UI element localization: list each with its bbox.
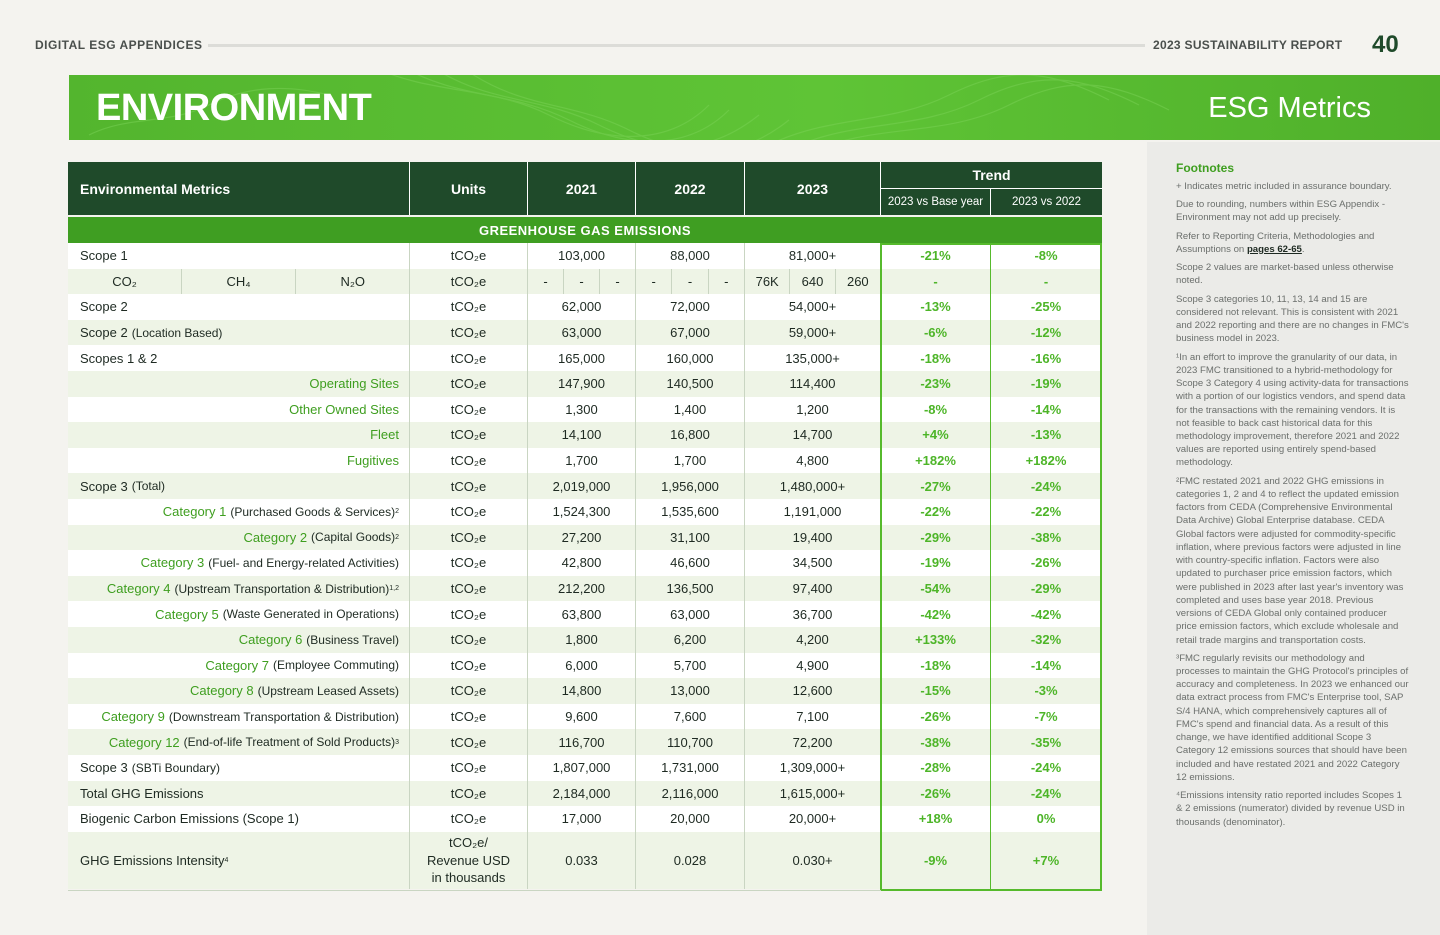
- row-metric: [68, 806, 410, 832]
- row-v2022: 160,000: [636, 345, 745, 371]
- row-trend-base: -18%: [881, 653, 991, 679]
- gas-value: -: [709, 269, 745, 295]
- row-v2022: 46,600: [636, 550, 745, 576]
- units-line: tCO₂e/: [449, 834, 488, 850]
- gas-label: CH₄: [182, 269, 296, 295]
- row-footnote-ref: 4: [224, 856, 229, 864]
- row-metric: [68, 832, 410, 889]
- table-row: [68, 448, 1102, 474]
- footnote-item: ¹In an effort to improve the granularity of our data, in 2023 FMC transitioned to a hybrid-methodology for Scope 3 Category 4 using activity-data for transactions with a portion of our logistics vendors, and spend data for the transactions with the remaining vendors. It is not feasible to back cast historical data for this methodology improvement, therefore 2021 and 2022 values are reported using entirely spend-based methodology.: [1176, 351, 1409, 469]
- row-units: tCO₂e: [410, 269, 528, 295]
- gas-value: -: [564, 269, 600, 295]
- gas-value: -: [672, 269, 708, 295]
- col-header-trend-prev: 2023 vs 2022: [1011, 196, 1082, 208]
- row-label: Category 7: [205, 657, 269, 673]
- table-row: [68, 832, 1102, 889]
- row-trend-prev: -38%: [991, 525, 1102, 551]
- row-trend-prev: 0%: [991, 806, 1102, 832]
- row-v2022: 5,700: [636, 653, 745, 679]
- row-v2022: 140,500: [636, 371, 745, 397]
- footnote-refer-end: .: [1301, 243, 1305, 255]
- row-trend-base: -26%: [881, 704, 991, 730]
- row-v2022: 67,000: [636, 320, 745, 346]
- row-v2021: 63,800: [528, 601, 636, 627]
- table-row: [68, 704, 1102, 730]
- row-v2022: 13,000: [636, 678, 745, 704]
- row-metric: [68, 653, 410, 679]
- row-v2023: 4,800: [745, 448, 881, 474]
- table-row: [68, 601, 1102, 627]
- row-label: Category 4: [106, 581, 171, 597]
- gas-label: N₂O: [296, 269, 410, 295]
- units-line: Revenue USD: [426, 852, 511, 868]
- footnote-item: + Indicates metric included in assurance boundary.: [1176, 181, 1392, 192]
- row-trend-base: -54%: [881, 576, 991, 602]
- row-v2023: 4,200: [745, 627, 881, 653]
- row-v2023: 0.030+: [745, 832, 881, 889]
- row-trend-base: -15%: [881, 678, 991, 704]
- row-units: tCO₂e: [410, 499, 528, 525]
- row-trend-base: -23%: [881, 371, 991, 397]
- col-header-2023: 2023: [745, 162, 881, 215]
- row-metric: [68, 550, 410, 576]
- table-row: [68, 653, 1102, 679]
- row-v2021: 2,184,000: [528, 781, 636, 807]
- row-units: tCO₂e: [410, 678, 528, 704]
- row-note: (Upstream Leased Assets): [257, 683, 399, 698]
- row-units: tCO₂e: [410, 627, 528, 653]
- row-trend-base: -13%: [881, 294, 991, 320]
- row-footnote-ref: 2: [395, 533, 399, 541]
- row-metric: [68, 320, 410, 346]
- gas-value: 76K: [745, 269, 790, 295]
- row-units: tCO₂e: [410, 550, 528, 576]
- col-header-trend: Trend: [881, 162, 1102, 189]
- row-v2022: 136,500: [636, 576, 745, 602]
- row-label: Scope 1: [80, 248, 128, 264]
- row-v2021: 0.033: [528, 832, 636, 889]
- gas-value: -: [636, 269, 672, 295]
- row-trend-prev: -22%: [991, 499, 1102, 525]
- row-v2021: 103,000: [528, 243, 636, 269]
- row-trend-prev: -24%: [991, 781, 1102, 807]
- table-row: [68, 397, 1102, 423]
- environment-banner: [69, 75, 1440, 140]
- row-v2023: 12,600: [745, 678, 881, 704]
- row-footnote-ref: 2: [395, 508, 399, 516]
- row-v2022: 6,200: [636, 627, 745, 653]
- footnote-item: Scope 2 values are market-based unless otherwise noted.: [1176, 262, 1394, 287]
- row-trend-base: -29%: [881, 525, 991, 551]
- row-v2021: 165,000: [528, 345, 636, 371]
- row-v2022: 1,956,000: [636, 473, 745, 499]
- row-v2023: 36,700: [745, 601, 881, 627]
- table-row: [68, 294, 1102, 320]
- row-v2022: 1,400: [636, 397, 745, 423]
- row-label: Category 6: [238, 632, 303, 648]
- row-units: tCO₂e: [410, 345, 528, 371]
- row-metric: [68, 576, 410, 602]
- row-trend-base: -26%: [881, 781, 991, 807]
- row-trend-prev: -: [991, 269, 1102, 295]
- footnote-item: ³FMC regularly revisits our methodology and processes to maintain the GHG Protocol's principles of accuracy and completeness. In 2023 we enhanced our data extract process from FMC's Enterprise tool, SAP S/4 HANA, which comprehensively captures all of FMC's spend and financial data. As a result of this change, we have identified additional Scope 3 Category 12 emissions sources that should have been included and have restated 2021 and 2022 Category 12 emissions.: [1176, 652, 1409, 783]
- row-label: Scope 2: [80, 299, 128, 315]
- row-trend-prev: -24%: [991, 755, 1102, 781]
- row-note: (Purchased Goods & Services): [230, 504, 396, 519]
- row-note: (Fuel- and Energy-related Activities): [208, 555, 399, 570]
- row-label: Category 1: [162, 504, 227, 520]
- col-header-trend-base: 2023 vs Base year: [881, 189, 991, 215]
- row-note: (Downstream Transportation & Distribution): [168, 709, 399, 724]
- gas-value: 260: [836, 269, 881, 295]
- row-units: tCO₂e: [410, 473, 528, 499]
- table-row: [68, 781, 1102, 807]
- row-note: (Location Based): [131, 325, 223, 340]
- row-metric: [68, 473, 410, 499]
- table-header: [68, 162, 1102, 215]
- row-units: tCO₂e: [410, 320, 528, 346]
- row-note: (Employee Commuting): [272, 658, 399, 673]
- row-label: Scope 3: [80, 478, 128, 494]
- row-v2021: 147,900: [528, 371, 636, 397]
- row-units: tCO₂e: [410, 576, 528, 602]
- gas-value: 640: [790, 269, 835, 295]
- row-v2022: 20,000: [636, 806, 745, 832]
- row-v2022: 88,000: [636, 243, 745, 269]
- row-v2022: 16,800: [636, 422, 745, 448]
- table-row: [68, 422, 1102, 448]
- row-trend-base: -27%: [881, 473, 991, 499]
- table-row: [68, 269, 1102, 295]
- row-v2022: 1,700: [636, 448, 745, 474]
- row-metric: [68, 243, 410, 269]
- footnote-refer-text: Refer to Reporting Criteria, Methodologies and Assumptions on: [1176, 230, 1375, 255]
- header-rule: [208, 44, 1145, 47]
- report-label: 2023 SUSTAINABILITY REPORT: [1153, 38, 1343, 52]
- row-label: Other Owned Sites: [289, 401, 399, 417]
- table-row: [68, 371, 1102, 397]
- row-v2021: 1,524,300: [528, 499, 636, 525]
- row-label: Category 2: [243, 529, 308, 545]
- units-line: in thousands: [431, 870, 506, 886]
- row-units: tCO₂e: [410, 704, 528, 730]
- table-row: [68, 806, 1102, 832]
- row-v2022: 1,535,600: [636, 499, 745, 525]
- row-v2023: 97,400: [745, 576, 881, 602]
- col-header-2022: 2022: [636, 162, 745, 215]
- table-row: [68, 345, 1102, 371]
- row-metric: [68, 729, 410, 755]
- row-v2021: 1,300: [528, 397, 636, 423]
- row-label: Biogenic Carbon Emissions (Scope 1): [80, 811, 299, 827]
- row-trend-base: -42%: [881, 601, 991, 627]
- row-v2021: 14,100: [528, 422, 636, 448]
- row-footnote-ref: 3: [395, 738, 399, 746]
- row-v2021: 1,700: [528, 448, 636, 474]
- row-v2021: 62,000: [528, 294, 636, 320]
- row-trend-base: -38%: [881, 729, 991, 755]
- row-v2022: 2,116,000: [636, 781, 745, 807]
- row-v2022: 72,000: [636, 294, 745, 320]
- row-note: (Waste Generated in Operations): [222, 607, 399, 622]
- row-v2023: 1,615,000+: [745, 781, 881, 807]
- row-v2023: 135,000+: [745, 345, 881, 371]
- row-units: tCO₂e: [410, 601, 528, 627]
- row-trend-base: -22%: [881, 499, 991, 525]
- trend-divider: [990, 243, 991, 891]
- table-row: [68, 320, 1102, 346]
- row-trend-prev: -13%: [991, 422, 1102, 448]
- row-trend-prev: -42%: [991, 601, 1102, 627]
- row-units: tCO₂e: [410, 729, 528, 755]
- row-note: (SBTi Boundary): [131, 760, 220, 775]
- row-v2021: 17,000: [528, 806, 636, 832]
- row-units: tCO₂e: [410, 294, 528, 320]
- row-trend-base: -28%: [881, 755, 991, 781]
- table-row: [68, 755, 1102, 781]
- row-label: Fugitives: [346, 453, 399, 469]
- row-trend-prev: -3%: [991, 678, 1102, 704]
- footnotes-panel: [1147, 142, 1440, 935]
- row-v2021: 1,800: [528, 627, 636, 653]
- page-title: ENVIRONMENT: [96, 87, 372, 129]
- footnote-item: ²FMC restated 2021 and 2022 GHG emissions in categories 1, 2 and 4 to reflect the updated emission factors from CEDA (Comprehensive Environmental Data Archive) Global Enterprise database. CEDA Global factors were adjusted for commodity-specific inflation, where previous factors were adjusted in line with country-specific inflation. Factors were also updated to purchaser price emission factors, which were published in 2023 after last year's inventory was completed and uses base year 2018. Previous versions of CEDA Global only contained producer price emission factors, which exclude wholesale and retail trade margins and transportation costs.: [1176, 475, 1404, 646]
- row-metric: [68, 397, 410, 423]
- row-trend-prev: -14%: [991, 397, 1102, 423]
- row-trend-prev: -35%: [991, 729, 1102, 755]
- pages-link[interactable]: pages 62-65: [1246, 243, 1302, 255]
- row-footnote-ref: 1,2: [389, 585, 399, 593]
- row-metric: [68, 704, 410, 730]
- row-v2023: 72,200: [745, 729, 881, 755]
- row-metric: [68, 448, 410, 474]
- footnote-item: Due to rounding, numbers within ESG Appendix - Environment may not add up precisely.: [1176, 199, 1386, 224]
- row-metric: [68, 371, 410, 397]
- row-v2023: 1,191,000: [745, 499, 881, 525]
- col-header-units: Units: [410, 162, 528, 215]
- row-v2023: 4,900: [745, 653, 881, 679]
- row-v2022: 31,100: [636, 525, 745, 551]
- row-v2023: 59,000+: [745, 320, 881, 346]
- row-trend-prev: +7%: [991, 832, 1102, 889]
- table-row: [68, 550, 1102, 576]
- row-v2023: 14,700: [745, 422, 881, 448]
- row-trend-prev: -19%: [991, 371, 1102, 397]
- row-trend-base: -21%: [881, 243, 991, 269]
- row-trend-prev: -29%: [991, 576, 1102, 602]
- row-v2022: 110,700: [636, 729, 745, 755]
- row-note: (End-of-life Treatment of Sold Products): [183, 735, 396, 750]
- row-label: Fleet: [370, 427, 399, 443]
- row-v2021: 212,200: [528, 576, 636, 602]
- footnotes-title: Footnotes: [1176, 161, 1234, 175]
- row-v2021: 42,800: [528, 550, 636, 576]
- row-v2022: 63,000: [636, 601, 745, 627]
- row-label: Category 5: [155, 606, 219, 622]
- row-v2023: 114,400: [745, 371, 881, 397]
- row-v2023: 54,000+: [745, 294, 881, 320]
- row-v2022: 1,731,000: [636, 755, 745, 781]
- row-units: tCO₂e: [410, 371, 528, 397]
- row-units: tCO₂e: [410, 243, 528, 269]
- row-label: Scope 3: [80, 760, 128, 776]
- row-metric: [68, 499, 410, 525]
- row-label: Category 8: [190, 683, 254, 699]
- row-v2022: 7,600: [636, 704, 745, 730]
- row-trend-prev: -25%: [991, 294, 1102, 320]
- row-units: tCO₂e: [410, 781, 528, 807]
- row-trend-prev: -14%: [991, 653, 1102, 679]
- row-v2023: 7,100: [745, 704, 881, 730]
- row-label: GHG Emissions Intensity: [80, 852, 225, 868]
- section-header-ghg: GREENHOUSE GAS EMISSIONS: [68, 217, 1102, 243]
- row-v2021: 1,807,000: [528, 755, 636, 781]
- table-row: [68, 525, 1102, 551]
- row-trend-base: +133%: [881, 627, 991, 653]
- page-header: [0, 0, 1440, 75]
- row-v2021: 2,019,000: [528, 473, 636, 499]
- row-v2021: 63,000: [528, 320, 636, 346]
- row-trend-base: -19%: [881, 550, 991, 576]
- row-units: tCO₂e: [410, 525, 528, 551]
- row-note: (Total): [131, 479, 166, 494]
- page-number: 40: [1372, 31, 1399, 58]
- row-v2023: 20,000+: [745, 806, 881, 832]
- row-v2023: 81,000+: [745, 243, 881, 269]
- row-units: tCO₂e: [410, 755, 528, 781]
- footnote-item: ⁴Emissions intensity ratio reported includes Scopes 1 & 2 emissions (numerator) divided by revenue USD in thousands (denominator).: [1176, 790, 1405, 828]
- row-label: Category 12: [108, 734, 180, 750]
- row-trend-base: -6%: [881, 320, 991, 346]
- row-units: tCO₂e: [410, 397, 528, 423]
- row-units: tCO₂e: [410, 806, 528, 832]
- row-label: Operating Sites: [309, 376, 399, 392]
- row-metric: [68, 678, 410, 704]
- row-metric: [68, 601, 410, 627]
- footnote-item: [1176, 230, 1410, 256]
- row-trend-base: +4%: [881, 422, 991, 448]
- row-v2021: 6,000: [528, 653, 636, 679]
- row-units: tCO₂e: [410, 653, 528, 679]
- row-metric: [68, 627, 410, 653]
- row-metric: [68, 525, 410, 551]
- row-trend-prev: +182%: [991, 448, 1102, 474]
- row-v2023: 19,400: [745, 525, 881, 551]
- row-note: (Capital Goods): [311, 530, 396, 545]
- row-trend-prev: -7%: [991, 704, 1102, 730]
- row-v2023: 1,309,000+: [745, 755, 881, 781]
- gas-label: CO₂: [68, 269, 182, 295]
- col-header-metric: Environmental Metrics: [68, 162, 410, 215]
- row-v2021: 27,200: [528, 525, 636, 551]
- row-metric: [68, 755, 410, 781]
- row-metric: [68, 345, 410, 371]
- row-v2023: 1,480,000+: [745, 473, 881, 499]
- gas-value: -: [600, 269, 636, 295]
- row-metric: [68, 422, 410, 448]
- row-units: tCO₂e: [410, 448, 528, 474]
- table-bottom-rule: [68, 890, 881, 891]
- row-trend-prev: -8%: [991, 243, 1102, 269]
- row-note: (Upstream Transportation & Distribution): [174, 581, 390, 596]
- row-metric: [68, 781, 410, 807]
- table-row: [68, 627, 1102, 653]
- row-label: Category 9: [101, 709, 165, 725]
- table-row: [68, 473, 1102, 499]
- table-row: [68, 729, 1102, 755]
- row-trend-base: -8%: [881, 397, 991, 423]
- row-v2021: 14,800: [528, 678, 636, 704]
- row-trend-prev: -16%: [991, 345, 1102, 371]
- row-trend-base: -9%: [881, 832, 991, 889]
- row-note: (Business Travel): [306, 632, 399, 647]
- row-units: [410, 832, 528, 889]
- row-v2021: 9,600: [528, 704, 636, 730]
- section-label: DIGITAL ESG APPENDICES: [35, 38, 203, 52]
- table-row: [68, 678, 1102, 704]
- row-trend-prev: -26%: [991, 550, 1102, 576]
- gas-value: -: [528, 269, 564, 295]
- row-trend-base: -18%: [881, 345, 991, 371]
- row-label: Scopes 1 & 2: [80, 350, 158, 366]
- row-metric: [68, 294, 410, 320]
- row-v2022: 0.028: [636, 832, 745, 889]
- col-header-2021: 2021: [528, 162, 636, 215]
- row-v2021: 116,700: [528, 729, 636, 755]
- row-trend-base: -: [881, 269, 991, 295]
- row-label: Total GHG Emissions: [80, 785, 204, 801]
- row-trend-base: +18%: [881, 806, 991, 832]
- footnote-item: Scope 3 categories 10, 11, 13, 14 and 15 are considered not relevant. This is consistent with 2021 and 2022 reporting and there are no changes in FMC's business model in 2023.: [1176, 293, 1409, 345]
- row-trend-prev: -32%: [991, 627, 1102, 653]
- row-trend-base: +182%: [881, 448, 991, 474]
- row-units: tCO₂e: [410, 422, 528, 448]
- row-v2023: 34,500: [745, 550, 881, 576]
- table-row: [68, 499, 1102, 525]
- page-subtitle: ESG Metrics: [1208, 92, 1371, 124]
- row-label: Scope 2: [80, 325, 128, 341]
- row-label: Category 3: [140, 555, 205, 571]
- row-trend-prev: -24%: [991, 473, 1102, 499]
- table-row: [68, 243, 1102, 269]
- row-trend-prev: -12%: [991, 320, 1102, 346]
- table-row: [68, 576, 1102, 602]
- row-v2023: 1,200: [745, 397, 881, 423]
